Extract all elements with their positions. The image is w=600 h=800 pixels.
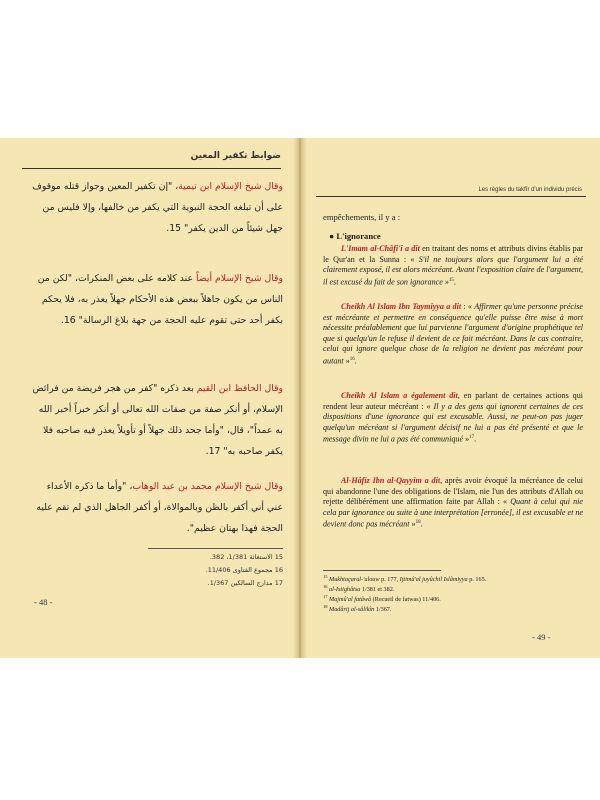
footnote: 15 الاستغاثة 1/381، 382. <box>209 553 283 561</box>
footnote-source: Majmû'al fatâwâ <box>329 596 372 604</box>
footnote-source: Madârij al-sâlikîn <box>329 606 375 614</box>
footnote <box>323 584 583 593</box>
right-page <box>307 138 600 658</box>
french-paragraph <box>323 302 583 367</box>
section-title: L'ignorance <box>336 231 381 241</box>
quote-lead: وقال شيخ الإسلام ابن تيمية <box>178 181 283 192</box>
quote-tail: . <box>453 277 456 287</box>
arabic-paragraph <box>30 476 283 539</box>
footnote-rule <box>148 548 283 549</box>
page-number-right: - 49 - <box>532 632 551 642</box>
quote-intro: en traitant des noms et attributs divins établis par le Qur'an et la Sunna : « <box>323 244 583 264</box>
footnote-source: Mukhtaçaral-'ulouw <box>329 576 380 584</box>
footnote-ref: 16 <box>349 356 355 362</box>
footnote-text: 1/367. <box>374 606 392 614</box>
book-gutter <box>293 138 307 658</box>
quote-lead: Cheikh Al Islam a également dit <box>341 391 458 400</box>
quote-text: Il y a des gens qui ignorent certaines de ces dispositions d'une ignorance qui est excusable. Aussi, ne peut-on pas juger quelqu'un mécréant si l'argument décisif ne lui a pas été présenté et que le message divin ne lui a pas été communiqué <box>323 401 584 445</box>
quote-lead: وقال شيخ الإسلام محمد بن عبد الوهاب <box>132 481 283 492</box>
quote-close: » <box>409 520 416 530</box>
footnote-text: 1/381 et 382. <box>360 586 395 594</box>
quote-body: ، "وأما ما ذكره الأعداء عني أني أكفر بالظن وبالموالاة، أو أكفر الجاهل الذي لم تقم عليه الحجة فهذا بهتان عظيم". <box>36 481 283 534</box>
quote-tail: . <box>474 435 477 445</box>
footnote-number: 17 <box>323 594 328 599</box>
quote-intro: , en parlant de certaines actions qui rendent leur auteur mécréant : « <box>323 391 583 411</box>
footnote-text: p. 177, <box>379 576 400 584</box>
footnote-rule <box>323 570 441 571</box>
footnote-text: p. 165. <box>467 576 487 584</box>
quote-lead: Cheikh Al Islam Ibn Taymiyya a dit <box>341 302 462 311</box>
footnote: 17 مدارج السالكين 1/367. <box>207 579 283 587</box>
header-rule <box>22 168 281 169</box>
left-page <box>0 138 293 658</box>
quote-close: » <box>463 435 470 445</box>
footnote-number: 16 <box>323 584 328 589</box>
quote-close: » <box>343 356 350 366</box>
footnote: 16 مجموع الفتاوى 11/406. <box>205 566 283 574</box>
quote-intro: : « <box>461 302 475 311</box>
quote-body: عند كلامه على بعض المنكرات، "لكن من الناس من يكون جاهلاً ببعض هذه الأحكام جهلاً يعذر به، فلا يحكم بكفر أحد حتى تقوم عليه الحجة من جهة بلاغ الرسالة" 16. <box>37 273 283 326</box>
quote-lead: Al-Hâfiz Ibn al-Qayyim a dit <box>341 476 441 485</box>
open-book <box>0 138 600 658</box>
quote-text: Affirmer qu'une personne précise est mécréante et permettre en conséquence qu'elle puisse être mise à mort nécessite préalablement que lui parvienne l'argument d'origine prophétique tel que si quelqu'un le refuse il devient de ce fait mécréant. Dans le cas contraire, celui qui ignore quelque chose de la religion ne devient pas mécréant pour autant <box>323 302 584 366</box>
footnote-number: 18 <box>323 604 328 609</box>
quote-lead: وقال شيخ الإسلام أيضاً <box>195 273 283 284</box>
quote-text: Quant à celui qui nie cela par ignorance ou suite à une interprétation [erronée], il est excusable et ne devient donc pas mécréant <box>323 497 583 530</box>
french-paragraph <box>323 244 583 288</box>
footnote <box>323 604 583 613</box>
footnote-ref: 15 <box>448 277 454 283</box>
quote-intro: , après avoir évoqué la mécréance de celui qui abandonne l'une des obligations de l'Islam, nie l'un des attributs d'Allah ou rejette délibérément une affirmation faite par Allah : « <box>323 476 583 507</box>
footnote-text: (Recueil de fatwas) 11/406. <box>371 596 441 604</box>
footnote-source: Ijtimâ'al juyûchil Islâmiyya <box>399 576 468 584</box>
footnote <box>323 574 583 583</box>
arabic-paragraph <box>30 176 283 239</box>
french-paragraph <box>323 391 583 446</box>
footnote-ref: 17 <box>469 435 475 441</box>
quote-lead: L'Imam al-Châfi'î a dit <box>341 244 420 253</box>
footnote-source: al-Istighâtsa <box>329 586 361 594</box>
french-paragraph <box>323 476 583 531</box>
quote-body: ، "إن تكفير المعين وجواز قتله موقوف على أن تبلغه الحجة النبوية التي يكفر من خالفها، وإلا فليس من جهل شيئاً من الدين يكفر" 15. <box>32 181 283 234</box>
footnote <box>323 594 583 603</box>
arabic-paragraph <box>30 268 283 331</box>
quote-body: بعد ذكره "كفر من هجر فريضة من فرائض الإسلام، أو أنكر صفة من صفات الله تعالى أو أنكر خبراً أخبر الله به عمداً"، قال، "وأما جحد ذلك جهلاً أو تأويلاً يعذر فيه صاحبه فلا يكفر صاحبه به" 17. <box>32 383 283 457</box>
footnote-ref: 18 <box>415 520 421 526</box>
bullet-icon: ● <box>329 231 337 241</box>
quote-text: S'il ne toujours alors que l'argument lui a été clairement exposé, il est alors mécréant. Avant l'exposition claire de l'argument, il est excusé du fait de son ignorance <box>323 254 583 287</box>
quote-lead: وقال الحافظ ابن القيم <box>196 383 283 394</box>
header-rule <box>316 196 586 197</box>
footnote-number: 15 <box>323 574 328 579</box>
quote-close: » <box>442 277 449 287</box>
quote-tail: . <box>354 356 357 366</box>
section-heading <box>329 231 381 241</box>
running-header-french: Les règles du takfîr d'un individu précis <box>478 187 582 193</box>
intro-line: empêchements, il y a : <box>323 212 401 222</box>
arabic-paragraph <box>30 378 283 462</box>
running-header-arabic: ضوابط تكفير المعين <box>190 151 281 161</box>
page-number-left: - 48 - <box>34 597 53 607</box>
quote-tail: . <box>420 520 423 530</box>
